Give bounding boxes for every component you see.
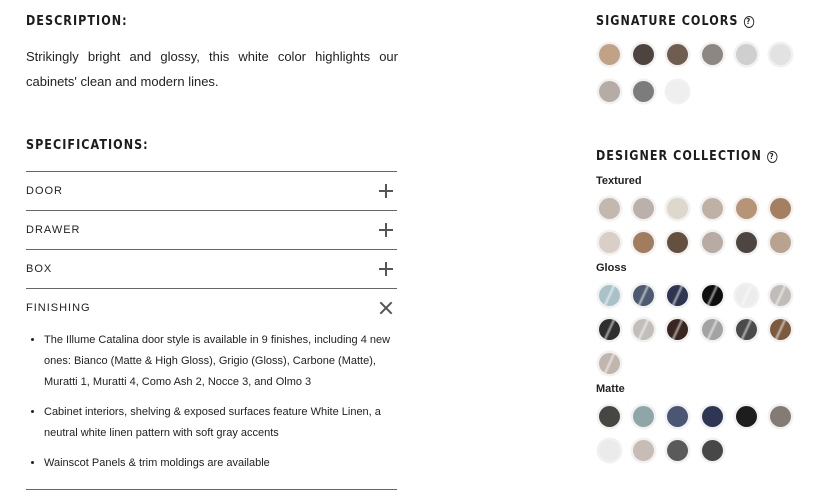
color-swatch[interactable] <box>667 285 688 306</box>
designer-collection-title: DESIGNER COLLECTION <box>596 149 762 164</box>
help-icon[interactable]: ? <box>744 16 754 28</box>
color-swatch[interactable] <box>770 319 791 340</box>
description-text: Strikingly bright and glossy, this white color highlights our cabinets' clean and modern lines. <box>26 49 398 89</box>
plus-icon[interactable] <box>379 184 393 198</box>
color-swatch[interactable] <box>599 44 620 65</box>
color-swatch[interactable] <box>702 319 723 340</box>
finishing-details-list <box>26 330 404 483</box>
color-swatch[interactable] <box>633 285 654 306</box>
color-swatch[interactable] <box>667 319 688 340</box>
color-swatch[interactable] <box>770 285 791 306</box>
color-swatch[interactable] <box>599 81 620 102</box>
color-swatch[interactable] <box>599 198 620 219</box>
spec-row-label: DOOR <box>26 185 63 197</box>
color-swatch[interactable] <box>599 285 620 306</box>
color-swatch[interactable] <box>667 232 688 253</box>
list-item: • The Illume Catalina door style is available in 9 finishes, including 4 new ones: Bianco (Matte & High Gloss), Grigio (Gloss), Carbone (Matte), Muratti 1, Muratti 4, Como Ash 2, Nocce 3, and Olmo 3 <box>44 330 404 393</box>
divider <box>26 489 397 490</box>
textured-label: Textured <box>596 175 642 187</box>
color-swatch[interactable] <box>702 440 723 461</box>
color-swatch[interactable] <box>667 198 688 219</box>
spec-row-label: DRAWER <box>26 224 81 236</box>
color-swatch[interactable] <box>770 44 791 65</box>
color-swatch[interactable] <box>736 406 757 427</box>
color-swatch[interactable] <box>633 319 654 340</box>
spec-row-finishing[interactable] <box>26 288 397 327</box>
color-swatch[interactable] <box>633 81 654 102</box>
signature-colors-title: SIGNATURE COLORS <box>596 14 739 29</box>
spec-row-label: BOX <box>26 263 53 275</box>
list-item: • Cabinet interiors, shelving & exposed surfaces feature White Linen, a neutral white linen pattern with soft gray accents <box>44 402 404 444</box>
color-swatch[interactable] <box>667 44 688 65</box>
color-swatch[interactable] <box>736 285 757 306</box>
close-icon[interactable] <box>379 301 393 315</box>
color-swatch[interactable] <box>702 406 723 427</box>
color-swatch[interactable] <box>770 232 791 253</box>
help-icon[interactable]: ? <box>767 151 777 163</box>
color-swatch[interactable] <box>633 198 654 219</box>
plus-icon[interactable] <box>379 262 393 276</box>
spec-row-label: FINISHING <box>26 302 91 314</box>
color-swatch[interactable] <box>599 319 620 340</box>
color-swatch[interactable] <box>702 285 723 306</box>
color-swatch[interactable] <box>770 406 791 427</box>
color-swatch[interactable] <box>633 406 654 427</box>
color-swatch[interactable] <box>736 198 757 219</box>
description-heading: DESCRIPTION: <box>26 14 128 29</box>
list-item: • Wainscot Panels & trim moldings are available <box>44 453 404 474</box>
color-swatch[interactable] <box>736 319 757 340</box>
color-swatch[interactable] <box>599 406 620 427</box>
spec-row-drawer[interactable] <box>26 210 397 249</box>
color-swatch[interactable] <box>599 232 620 253</box>
color-swatch[interactable] <box>667 81 688 102</box>
spec-row-door[interactable] <box>26 171 397 210</box>
color-swatch[interactable] <box>633 232 654 253</box>
color-swatch[interactable] <box>667 406 688 427</box>
color-swatch[interactable] <box>770 198 791 219</box>
color-swatch[interactable] <box>667 440 688 461</box>
color-swatch[interactable] <box>633 44 654 65</box>
specifications-heading: SPECIFICATIONS: <box>26 138 149 153</box>
color-swatch[interactable] <box>702 198 723 219</box>
color-swatch[interactable] <box>702 44 723 65</box>
gloss-label: Gloss <box>596 262 627 274</box>
color-swatch[interactable] <box>633 440 654 461</box>
signature-colors-heading <box>596 14 754 29</box>
plus-icon[interactable] <box>379 223 393 237</box>
designer-collection-heading <box>596 149 777 164</box>
color-swatch[interactable] <box>599 440 620 461</box>
spec-row-box[interactable] <box>26 249 397 288</box>
color-swatch[interactable] <box>736 232 757 253</box>
color-swatch[interactable] <box>736 44 757 65</box>
matte-label: Matte <box>596 383 625 395</box>
color-swatch[interactable] <box>702 232 723 253</box>
specifications-accordion <box>26 171 397 327</box>
color-swatch[interactable] <box>599 353 620 374</box>
